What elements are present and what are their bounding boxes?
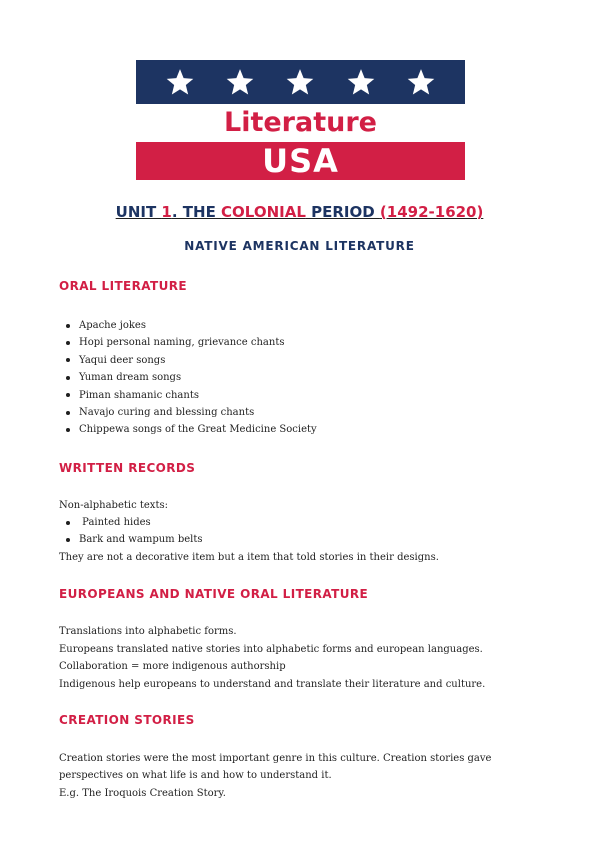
paragraph-line: Translations into alphabetic forms. bbox=[59, 626, 237, 637]
paragraph-line: Europeans translated native stories into alphabetic forms and european languages. bbox=[59, 644, 483, 655]
star-icon bbox=[226, 68, 254, 96]
list-item: Painted hides bbox=[66, 514, 203, 531]
banner-usa-text: USA bbox=[136, 142, 465, 180]
paragraph-line: perspectives on what life is and how to understand it. bbox=[59, 770, 332, 781]
star-icon bbox=[286, 68, 314, 96]
oral-list bbox=[66, 317, 317, 439]
unit-title-years: (1492-1620) bbox=[379, 203, 484, 221]
section-heading-written: WRITTEN RECORDS bbox=[59, 461, 196, 475]
page-subtitle: NATIVE AMERICAN LITERATURE bbox=[184, 239, 415, 253]
banner-literature-text: Literature bbox=[224, 107, 377, 138]
unit-title-colonial: COLONIAL bbox=[221, 203, 306, 221]
list-item: Yaqui deer songs bbox=[66, 352, 317, 369]
list-item: Apache jokes bbox=[66, 317, 317, 334]
unit-title-part: UNIT bbox=[115, 203, 162, 221]
paragraph-line: Collaboration = more indigenous authorship bbox=[59, 661, 286, 672]
section-heading-europeans: EUROPEANS AND NATIVE ORAL LITERATURE bbox=[59, 587, 369, 601]
star-icon bbox=[407, 68, 435, 96]
list-item: Piman shamanic chants bbox=[66, 387, 317, 404]
written-note: They are not a decorative item but a item that told stories in their designs. bbox=[59, 552, 439, 563]
paragraph-line: Creation stories were the most important genre in this culture. Creation stories gave bbox=[59, 753, 492, 764]
star-icon bbox=[347, 68, 375, 96]
section-heading-oral: ORAL LITERATURE bbox=[59, 279, 188, 293]
stars-banner bbox=[136, 60, 465, 104]
list-item: Bark and wampum belts bbox=[66, 531, 203, 548]
unit-title-part: PERIOD bbox=[305, 203, 380, 221]
star-icon bbox=[166, 68, 194, 96]
unit-title-part: . THE bbox=[171, 203, 222, 221]
list-item: Chippewa songs of the Great Medicine Society bbox=[66, 421, 317, 438]
paragraph-line: Indigenous help europeans to understand and translate their literature and culture. bbox=[59, 679, 486, 690]
list-item: Hopi personal naming, grievance chants bbox=[66, 334, 317, 351]
written-list bbox=[66, 514, 203, 549]
list-item: Navajo curing and blessing chants bbox=[66, 404, 317, 421]
list-item: Yuman dream songs bbox=[66, 369, 317, 386]
section-heading-creation: CREATION STORIES bbox=[59, 713, 195, 727]
unit-title bbox=[0, 203, 599, 221]
paragraph-line: E.g. The Iroquois Creation Story. bbox=[59, 788, 226, 799]
unit-title-number: 1 bbox=[161, 203, 172, 221]
written-intro: Non-alphabetic texts: bbox=[59, 500, 168, 511]
